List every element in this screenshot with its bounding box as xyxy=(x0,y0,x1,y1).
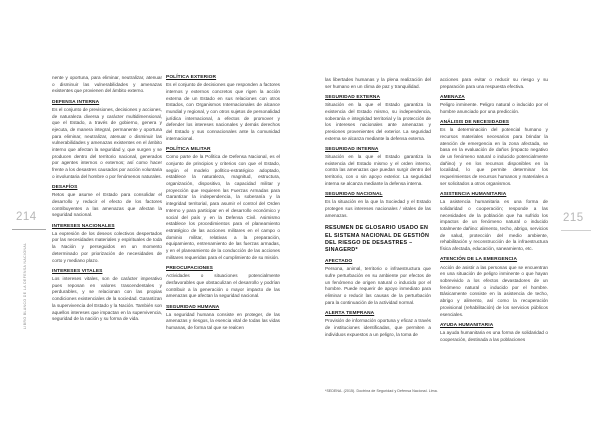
glossary-term-definition: Provisión de información oportuna y eficaz a través de instituciones identificadas, que permiten a individuos expuestos a un peligro, la toma de xyxy=(325,318,431,337)
page-215-column-1 xyxy=(325,77,431,338)
glossary-term-definition: Es la situación en la que la Sociedad y el Estado protegen sus intereses nacionales / vitales de las amenazas. xyxy=(325,199,431,218)
glossary-section-title: RESUMEN DE GLOSARIO USADO EN EL SISTEMA NACIONAL DE GESTIÓN DEL RIESGO DE DESASTRES – SINAGERD* xyxy=(325,225,430,254)
glossary-term-definition: La asistencia humanitaria es una forma de solidaridad o cooperación; responde a las necesidades de la población que ha sufrido los impactos de un fenómeno natural o inducido totalmente dañino: alimento, techo, abrigo, servicios de salud, protección del medio ambiente, rehabilitación y reconstrucción de la infraestructura física afectada, educación, saneamiento, etc. xyxy=(440,199,548,252)
page-number-rule-left xyxy=(12,229,46,230)
glossary-term-definition: Situación en la que el Estado garantiza la existencia del Estado mismo, su independencia, soberanía e integridad territorial y la protección de los intereses nacionales ante amenazas y presiones provenientes del exterior. La seguridad externa se alcanza mediante la defensa externa. xyxy=(325,102,431,141)
glossary-term-heading: ATENCIÓN DE LA EMERGENCIA xyxy=(440,257,518,263)
page-215-column-2 xyxy=(440,77,548,343)
glossary-term-heading: SEGURIDAD HUMANA xyxy=(166,304,220,310)
glossary-term-definition: Es el conjunto de decisiones que responden a factores internos y externos concretos que rigen la acción externa de un Estado en sus relaciones con otros Estados, con Organismos Internacionales de alcance mundial y regional, y con otros sujetos de personalidad jurídica internacional, a efectos de promover y defender los intereses nacionales y demás derechos del Estado y sus connacionales ante la comunidad internacional. xyxy=(166,82,280,141)
glossary-term-heading: AFECTADO xyxy=(325,259,353,265)
glossary-term-definition: Los intereses vitales, son de carácter imperativo pues reposan en valores trascendentales y perdurables, y se relacionan con las propias condiciones existenciales de la sociedad. Garantizan la supervivencia del Estado y la Nación. También son aquellos intereses que impactan en la supervivencia, seguridad de la nación y su forma de vida. xyxy=(52,275,162,322)
glossary-term-heading: DESAFÍOS xyxy=(52,185,78,191)
glossary-term-definition: Acción de asistir a las personas que se encuentran en una situación de peligro inminente o que hayan sobrevivido a los efectos devastadores de un fenómeno natural o inducido por el hombre. Básicamente consiste en la asistencia de techo, abrigo y alimento, así como la recuperación provisional (rehabilitación) de los servicios públicos esenciales. xyxy=(440,264,548,317)
glossary-term-heading: INTERESES VITALES xyxy=(52,268,103,274)
page-number-rule-right xyxy=(561,230,591,231)
glossary-term-definition: las libertades humanas y la plena realización del ser humano en un clima de paz y tranquilidad. xyxy=(325,77,431,89)
glossary-term-heading: SEGURIDAD EXTERNA xyxy=(325,94,381,100)
glossary-term-definition: Persona, animal, territorio o infraestructura que sufre perturbación en su ambiente por efectos de un fenómeno de origen natural o inducido por el hombre. Puede requerir de apoyo inmediato para eliminar o reducir las causas de la perturbación para la continuación de la actividad normal. xyxy=(325,266,431,305)
page-214-column-1 xyxy=(52,75,162,323)
glossary-term-definition: Es el conjunto de previsiones, decisiones y acciones, de naturaleza diversa y carácter multidimensional, que el Estado, a través de gobierno, genera y ejecuta, de manera integral, permanente y oportuna para eliminar, neutralizar, atenuar o disminuir las vulnerabilidades y amenazas existentes en el ámbito interno que afectan la seguridad y, que surgen y se producen dentro del territorio nacional, generados por agentes internos o externos; así como hacer frente a los desastres causados por acción voluntaria o involuntaria del hombre o por fenómenos naturales. xyxy=(52,106,162,179)
glossary-term-definition: nente y oportuna, para eliminar, neutralizar, atenuar o disminuir las vulnerabilidades y amenazas existentes que provienen del ámbito externo. xyxy=(52,75,162,94)
glossary-term-heading: SEGURIDAD NACIONAL xyxy=(325,192,383,198)
glossary-term-heading: DEFENSA INTERNA xyxy=(52,99,100,105)
glossary-term-heading: SEGURIDAD INTERNA xyxy=(325,146,379,152)
glossary-term-heading: PREOCUPACIONES xyxy=(166,265,213,271)
glossary-term-definition: acciones para evitar o reducir su riesgo y su preparación para una respuesta efectiva. xyxy=(440,77,548,89)
glossary-term-definition: Retos que asume el Estado para consolidar el desarrollo y reducir el efecto de los factores contribuyentes a las amenazas que afectan la seguridad nacional. xyxy=(52,192,162,218)
glossary-term-heading: ASISTENCIA HUMANITARIA xyxy=(440,192,507,198)
glossary-term-definition: La seguridad humana consiste en proteger, de las amenazas y riesgos, la esencia vital de todas las vidas humanas, de forma tal que se realcen xyxy=(166,311,280,331)
page-number-right: 215 xyxy=(563,212,584,224)
glossary-term-heading: AMENAZA xyxy=(440,94,465,100)
glossary-term-heading: POLÍTICA EXTERIOR xyxy=(166,75,217,80)
glossary-term-definition: Es la determinación del potencial humano y recursos materiales necesarios para brindar la atención de emergencia en la zona afectada, se basa en la evaluación de daños (impacto negativo de un fenómeno natural o inducido potencialmente dañino) y en los recursos disponibles en la localidad, lo que permite determinar los requerimientos de recursos humanos y materiales a ser solicitados a otros organismos. xyxy=(440,127,548,186)
glossary-term-heading: ANÁLISIS DE NECESIDADES xyxy=(440,120,510,126)
glossary-term-definition: La ayuda humanitaria es una forma de solidaridad o cooperación, destinada a las poblaciones xyxy=(440,329,548,342)
glossary-term-definition: Actividades o situaciones potencialmente desfavorables que obstaculizan el desarrollo y podrían contribuir a la generación o mayor impacto de las amenazas que afectan la seguridad nacional. xyxy=(166,273,280,299)
glossary-term-definition: La expresión de los deseos colectivos despertados por las necesidades materiales y espirituales de toda la Nación y perseguidos en un momento determinado por priorización de necesidades de corto y mediano plazo. xyxy=(52,230,162,263)
page-number-left: 214 xyxy=(16,211,37,223)
glossary-footnote: *SEDENA. (2015). Doctrina de Seguridad y Defensa Nacional. Lima. xyxy=(325,389,438,393)
glossary-term-definition: Como parte de la Política de Defensa Nacional, es el conjunto de principios y criterios con que el Estado, según el modelo político-estratégico adoptado, establece la naturaleza, magnitud, estructura, organización, dispositivo, la capacidad militar y proyección que requieren las Fuerzas Armadas para Garantizar la independencia, la soberanía y la integridad territorial, para asumir el control del Orden Interno y para participar en el desarrollo económico y social del país y en la Defensa Civil. Asimismo establece los procedimientos para el planeamiento estratégico de las acciones militares en el campo o dominio militar, relativas a la preparación, equipamiento, entrenamiento de las fuerzas armadas, y en el planeamiento de la conducción de las acciones militares requeridas para el cumplimiento de su misión. xyxy=(166,154,280,260)
spine-vertical-title: LIBRO BLANCO DE LA DEFENSA NACIONAL xyxy=(23,242,27,329)
glossary-term-heading: INTERESES NACIONALES xyxy=(52,223,115,229)
glossary-term-definition: Peligro inminente. Peligro natural o inducido por el hombre anunciado por una predicción. xyxy=(440,102,548,114)
page-214-column-2 xyxy=(166,75,280,332)
glossary-term-heading: ALERTA TEMPRANA xyxy=(325,310,375,316)
glossary-term-definition: Situación en la que el Estado garantiza la existencia del Estado mismo y el orden interno, contra las amenazas que puedan surgir dentro del territorio, con o sin apoyo exterior. La seguridad interna se alcanza mediante la defensa interna. xyxy=(325,154,431,186)
glossary-term-heading: AYUDA HUMANITARIA xyxy=(440,322,494,328)
glossary-term-heading: POLÍTICA MILITAR xyxy=(166,147,211,153)
